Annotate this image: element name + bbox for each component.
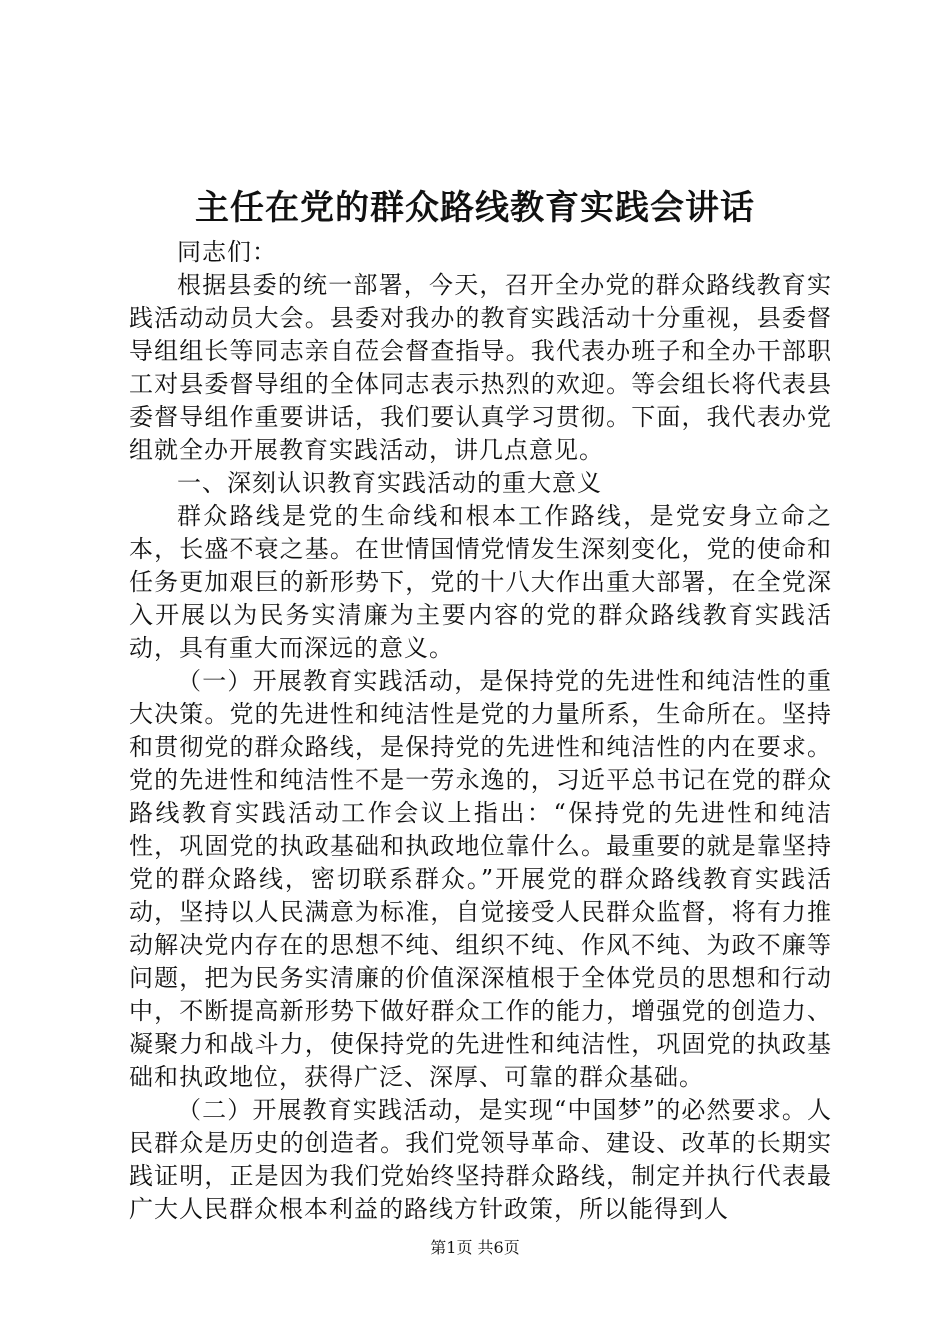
paragraph-section-1: 群众路线是党的生命线和根本工作路线，是党安身立命之本，长盛不衰之基。在世情国情党情发生深刻变化，党的使命和任务更加艰巨的新形势下，党的十八大作出重大部署，在全党深入开展以为民务实清廉为主要内容的党的群众路线教育实践活动，具有重大而深远的意义。 [129, 502, 832, 662]
paragraph-intro: 根据县委的统一部署，今天，召开全办党的群众路线教育实践活动动员大会。县委对我办的教育实践活动十分重视，县委督导组组长等同志亲自莅会督查指导。我代表办班子和全办干部职工对县委督导组的全体同志表示热烈的欢迎。等会组长将代表县委督导组作重要讲话，我们要认真学习贯彻。下面，我代表办党组就全办开展教育实践活动，讲几点意见。 [129, 271, 832, 464]
salutation: 同志们： [177, 238, 277, 266]
document-title: 主任在党的群众路线教育实践会讲话 [195, 188, 755, 228]
paragraph-point-1: （一）开展教育实践活动，是保持党的先进性和纯洁性的重大决策。党的先进性和纯洁性是党的力量所系，生命所在。坚持和贯彻党的群众路线，是保持党的先进性和纯洁性的内在要求。党的先进性和纯洁性不是一劳永逸的，习近平总书记在党的群众路线教育实践活动工作会议上指出：“保持党的先进性和纯洁性，巩固党的执政基础和执政地位靠什么。最重要的就是靠坚持党的群众路线，密切联系群众。”开展党的群众路线教育实践活动，坚持以人民满意为标准，自觉接受人民群众监督，将有力推动解决党内存在的思想不纯、组织不纯、作风不纯、为政不廉等问题，把为民务实清廉的价值深深植根于全体党员的思想和行动中，不断提高新形势下做好群众工作的能力，增强党的创造力、凝聚力和战斗力，使保持党的先进性和纯洁性，巩固党的执政基础和执政地位，获得广泛、深厚、可靠的群众基础。 [129, 667, 832, 1091]
page-number-footer: 第1页 共6页 [430, 1238, 520, 1257]
paragraph-point-2: （二）开展教育实践活动，是实现“中国梦”的必然要求。人民群众是历史的创造者。我们党领导革命、建设、改革的长期实践证明，正是因为我们党始终坚持群众路线，制定并执行代表最广大人民群众根本利益的路线方针政策，所以能得到人 [129, 1096, 832, 1223]
section-heading-1: 一、深刻认识教育实践活动的重大意义 [177, 469, 602, 497]
document-body [129, 236, 832, 1226]
